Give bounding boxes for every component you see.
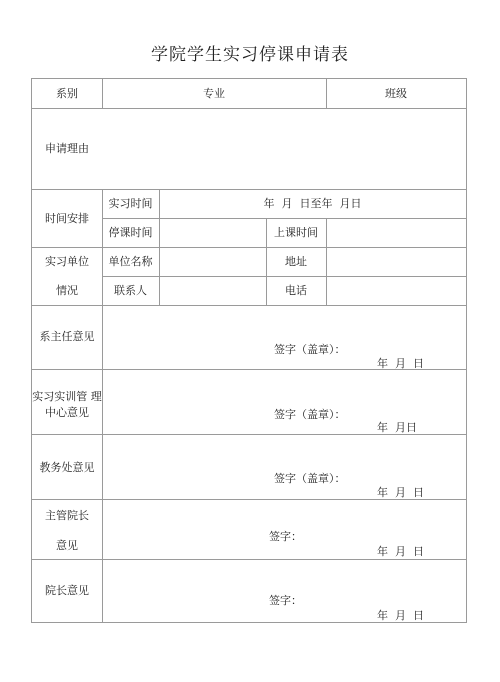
unit-name-label: 单位名称 [108,255,153,268]
dean-opinion-label: 院长意见 [45,584,89,597]
dept-head-date: 年 月 日 [377,357,424,370]
training-center-sign: 签字（盖章）： [274,408,346,421]
vice-dean-label-line1: 主管院长 [45,509,89,522]
unit-label-line2: 情况 [56,284,78,297]
academic-affairs-sign: 签字（盖章）： [274,472,346,485]
vice-dean-sign: 签字： [269,530,302,543]
major-label: 专业 [203,87,225,100]
schedule-label: 时间安排 [45,212,89,225]
dept-head-opinion-label: 系主任意见 [39,330,95,343]
academic-affairs-opinion-label: 教务处意见 [39,461,95,474]
dean-date: 年 月 日 [377,609,424,622]
form-title: 学院学生实习停课申请表 [151,45,349,65]
contact-label: 联系人 [114,284,147,297]
resume-time-label: 上课时间 [274,226,318,239]
reason-label: 申请理由 [45,142,89,155]
dept-head-sign: 签字（盖章）： [274,343,346,356]
unit-label-line1: 实习单位 [45,255,89,268]
class-label: 班级 [385,87,407,100]
phone-label: 电话 [285,284,307,297]
vice-dean-date: 年 月 日 [377,545,424,558]
intern-time-label: 实习时间 [108,197,153,210]
training-center-opinion-label: 实习实训管 理中心意见 [32,390,102,419]
address-label: 地址 [285,255,307,268]
stop-time-label: 停课时间 [108,226,153,239]
academic-affairs-date: 年 月 日 [377,486,424,499]
dept-label: 系别 [56,87,78,100]
vice-dean-label-line2: 意见 [56,539,78,552]
dean-sign: 签字： [269,594,302,607]
training-center-date: 年 月日 [377,421,417,434]
application-form-table [31,78,467,623]
intern-date-range: 年 月 日至年 月日 [263,197,362,210]
